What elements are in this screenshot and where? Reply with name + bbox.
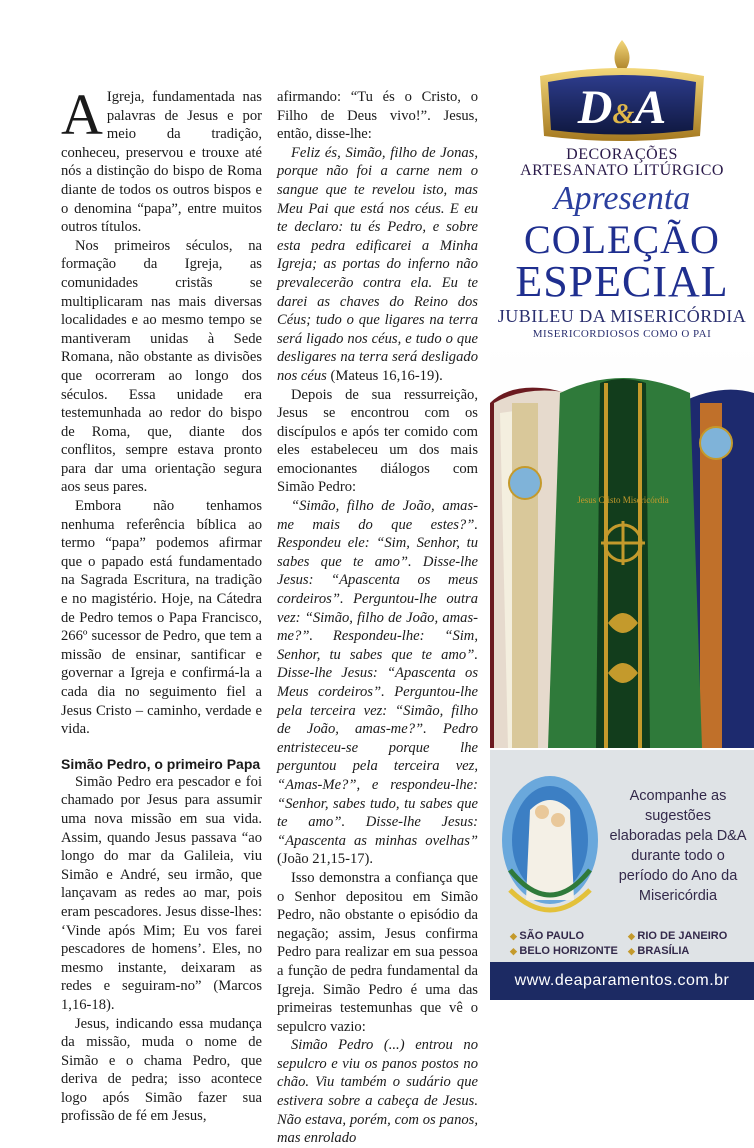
paragraph: Simão Pedro era pescador e foi chamado por Jesus para assumir uma nova missão em sua vida. Assim, quando Jesus passava “ao longo do mar da Galileia, viu Simão e André, seu irmão, que lançavam as redes ao mar, pois eram pescadores. Jesus disse-lhes: ‘Vinde após Mim; Eu vos farei pescadores de homens’. Eles, no mesmo instante, deixaram as redes e seguiram-no” (Marcos 1,16-18). <box>61 773 262 1013</box>
vestments-illustration <box>490 343 754 748</box>
advertisement[interactable] <box>490 38 754 1000</box>
quote-paragraph <box>277 144 478 386</box>
city-rio-de-janeiro: ◆ RIO DE JANEIRO <box>628 930 727 942</box>
quote-paragraph: Simão Pedro (...) entrou no sepulcro e viu os panos postos no chão. Viu também o sudário que estivera sobre a cabeça de Jesus. Não estava, porém, com os panos, mas enrolado <box>277 1037 478 1147</box>
city-belo-horizonte: ◆ BELO HORIZONTE <box>510 945 618 957</box>
section-subheading: Simão Pedro, o primeiro Papa <box>61 755 261 772</box>
vestments-photo <box>490 343 754 748</box>
paragraph: Embora não tenhamos nenhuma referência bíblica ao termo “papa” podemos afirmar que o papado está fundamentado na Sagrada Escritura, na tradição e no magistério. Hoje, na Cátedra de Pedro temos o Papa Francisco, 266º sucessor de Pedro, que tem a missão de ensinar, santificar e governar a Igreja e confirmá-la a cada dia no seguimento fiel a Jesus Cristo – caminho, verdade e vida. <box>61 498 262 738</box>
article-column-1 <box>61 82 262 1126</box>
vestment-text: Jesus Cristo Misericórdia <box>577 495 669 505</box>
logo-ampersand: & <box>612 99 635 130</box>
brand-line-2: ARTESANATO LITÚRGICO <box>520 162 724 179</box>
jubileu-subtitle: MISERICORDIOSOS COMO O PAI <box>532 328 712 340</box>
citation: (Mateus 16,16-19). <box>326 367 443 384</box>
jubilee-emblem-icon <box>490 750 610 930</box>
quote-text: “Simão, filho de João, amas-me mais do que estes?”. Respondeu ele: “Sim, Senhor, tu sabes que te amo”. Disse-lhe Jesus: “Apascenta os meus cordeiros”. Perguntou-lhe outra vez: “Simão, filho de João, amas-me?”. Respondeu-lhe: “Sim, Senhor, tu sabes que te amo”. Disse-lhe Jesus: “Apascenta os Meus cordeiros”. Perguntou-lhe pela terceira vez: “Simão, filho de João, amas-me?”. Pedro entristeceu-se porque lhe perguntou pela terceira vez, “Amas-Me?”, e respondeu-lhe: “Senhor, sabes tudo, tu sabes que te amo”. Disse-lhe Jesus: “Apascenta as minhas ovelhas” <box>277 498 478 849</box>
paragraph: Depois de sua ressurreição, Jesus se encontrou com os discípulos e após ter comido com eles estabeleceu um dos mais emocionantes diálogos com Simão Pedro: <box>277 386 478 496</box>
paragraph: Isso demonstra a confiança que o Senhor depositou em Simão Pedro, não obstante o episódio da negação; assim, Jesus confirma Pedro para realizar em sua pessoa a função de pedra fundamental da Igreja. Simão Pedro é uma das primeiras testemunhas que vê o sepulcro vazio: <box>277 869 478 1035</box>
quote-paragraph <box>277 497 478 869</box>
jubileu-title: JUBILEU DA MISERICÓRDIA <box>497 306 747 326</box>
brand-line-1: DECORAÇÕES <box>566 146 678 163</box>
paragraph: Nos primeiros séculos, na formação da Igreja, as comunidades cristãs se multiplicaram nas mais diversas localidades e ao mesmo tempo se mantiveram unidas à Sede Romana, não obstante as divisões que ocorreram ao longo dos séculos. Essa unidade era testemunhada ao redor do bispo de Roma, que, diante dos conflitos, sempre estava pronto para dar uma orientação segura aos seus pares. <box>61 237 262 496</box>
logo-a: A <box>634 81 667 134</box>
logo-d: D <box>577 81 613 134</box>
info-box <box>490 750 754 962</box>
paragraph: afirmando: “Tu és o Cristo, o Filho de Deus vivo!”. Jesus, então, disse-lhe: <box>277 89 478 143</box>
info-text: Acompanhe as sugestões elaboradas pela D&A durante todo o período do Ano da Misericórdia <box>609 788 747 904</box>
city-sao-paulo: ◆ SÃO PAULO <box>510 930 584 942</box>
paragraph-text: Igreja, fundamentada nas palavras de Jesus e por meio da tradição, conheceu, preservou e trouxe até nós a distinção do bispo de Roma diante de todos os outros bispos e o denomina “papa”, entre muitos outros títulos. <box>61 89 262 236</box>
apresenta-title: Apresenta <box>553 180 691 217</box>
especial-title: ESPECIAL <box>515 257 729 306</box>
citation: (João 21,15-17). <box>277 851 374 868</box>
city-brasilia: ◆ BRASÍLIA <box>628 945 689 957</box>
colecao-title: COLEÇÃO <box>524 217 720 262</box>
ad-footer[interactable] <box>490 962 754 1000</box>
article-column-2 <box>277 88 478 1148</box>
quote-text: Feliz és, Simão, filho de Jonas, porque não foi a carne nem o sangue que te revelou isto, mas Meu Pai que está nos céus. E eu te declaro: tu és Pedro, e sobre esta pedra edificarei a Minha Igreja; as portas do inferno não prevalecerão contra ela. Eu te darei as chaves do Reino dos Céus; tudo o que ligares na terra será ligado nos céus, e tudo o que desligares na terra será desligado nos céus <box>277 144 478 384</box>
drop-cap: A <box>61 82 103 147</box>
paragraph: Jesus, indicando essa mudança da missão, muda o nome de Simão e o chama Pedro, que deriva de pedra; isso acontece logo após Simão fazer sua profissão de fé em Jesus, <box>61 1015 262 1125</box>
website-link[interactable]: www.deaparamentos.com.br <box>514 972 730 989</box>
paragraph <box>61 82 262 237</box>
logo-monogram <box>552 80 692 136</box>
